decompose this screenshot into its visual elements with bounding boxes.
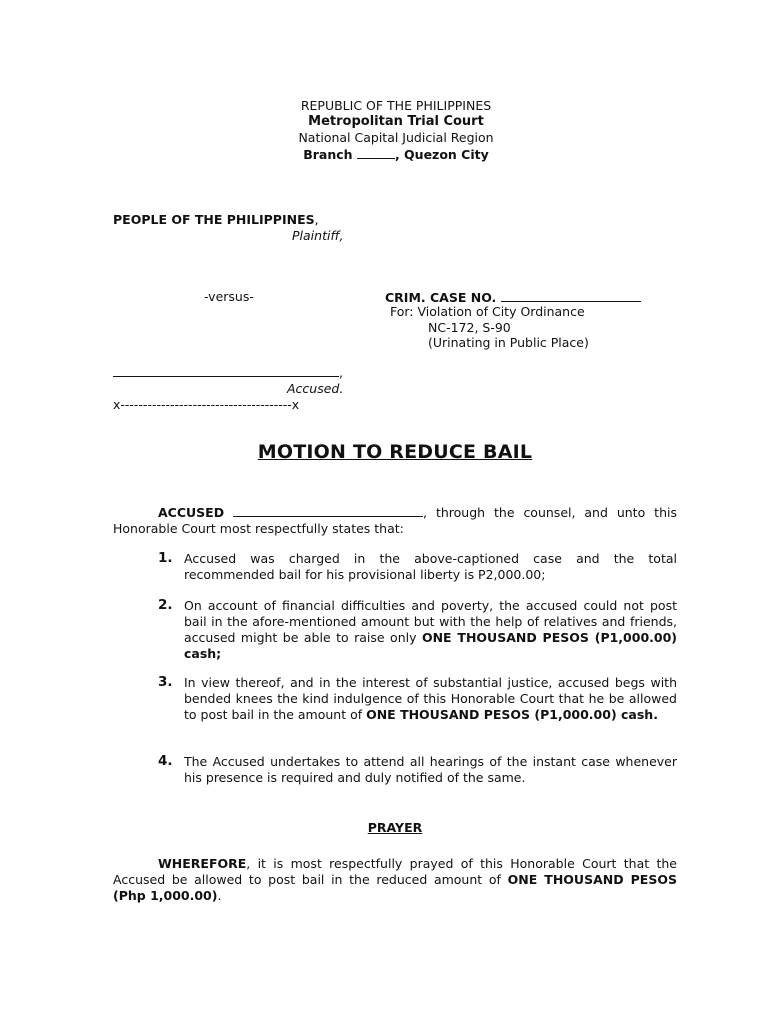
prayer-lead: WHEREFORE	[158, 856, 247, 871]
intro-text: , through the counsel, and unto this Honorable Court most respectfully states that:	[113, 505, 677, 536]
prayer-heading: PRAYER	[367, 820, 423, 835]
caption-separator: x--------------------------------------x	[113, 397, 300, 412]
court-header	[0, 98, 768, 163]
intro-paragraph	[113, 504, 677, 537]
plaintiff-name: PEOPLE OF THE PHILIPPINES,	[113, 212, 319, 227]
court-name: Metropolitan Trial Court	[308, 114, 484, 129]
list-item: On account of financial difficulties and poverty, the accused could not post bail in the afore-mentioned amount but with the help of relatives and friends, accused might be able to raise only ONE THOUSAND PESOS (P1,000.00) cash;	[184, 598, 677, 661]
versus-label: -versus-	[204, 289, 254, 304]
item-number: 1.	[158, 550, 173, 566]
branch-line	[0, 146, 768, 163]
list-item: Accused was charged in the above-captioned case and the total recommended bail for his provisional liberty is P2,000.00;	[184, 551, 677, 582]
intro-lead: ACCUSED	[158, 505, 225, 520]
offense-line-1: For: Violation of City Ordinance	[390, 304, 585, 319]
offense-line-2: NC-172, S-90	[428, 320, 511, 335]
prayer-paragraph: WHEREFORE, it is most respectfully prayed of this Honorable Court that the Accused be allowed to post bail in the reduced amount of ONE THOUSAND PESOS (Php 1,000.00).	[113, 856, 677, 903]
list-item: In view thereof, and in the interest of substantial justice, accused begs with bended knees the kind indulgence of this Honorable Court that he be allowed to post bail in the amount of ONE THOUSAND PESOS (P1,000.00) cash.	[184, 675, 677, 722]
branch-blank	[357, 146, 395, 159]
item-number: 2.	[158, 597, 173, 613]
item-number: 4.	[158, 753, 173, 769]
case-number-line	[385, 289, 641, 305]
offense-line-3: (Urinating in Public Place)	[428, 335, 589, 350]
item-number: 3.	[158, 674, 173, 690]
accused-name-blank	[113, 364, 339, 377]
document-title: MOTION TO REDUCE BAIL	[257, 441, 533, 463]
accused-name-line: ,	[113, 364, 343, 380]
case-number-blank	[501, 289, 641, 302]
plaintiff-role: Plaintiff,	[292, 228, 344, 243]
republic-line: REPUBLIC OF THE PHILIPPINES	[300, 98, 492, 113]
branch-suffix: , Quezon City	[394, 147, 489, 162]
case-number-label: CRIM. CASE NO.	[385, 290, 497, 305]
region-line: National Capital Judicial Region	[298, 130, 494, 145]
accused-blank	[233, 504, 423, 517]
branch-prefix: Branch	[303, 147, 353, 162]
list-item: The Accused undertakes to attend all hearings of the instant case whenever his presence is required and duly notified of the same.	[184, 754, 677, 785]
accused-role: Accused.	[287, 381, 344, 396]
